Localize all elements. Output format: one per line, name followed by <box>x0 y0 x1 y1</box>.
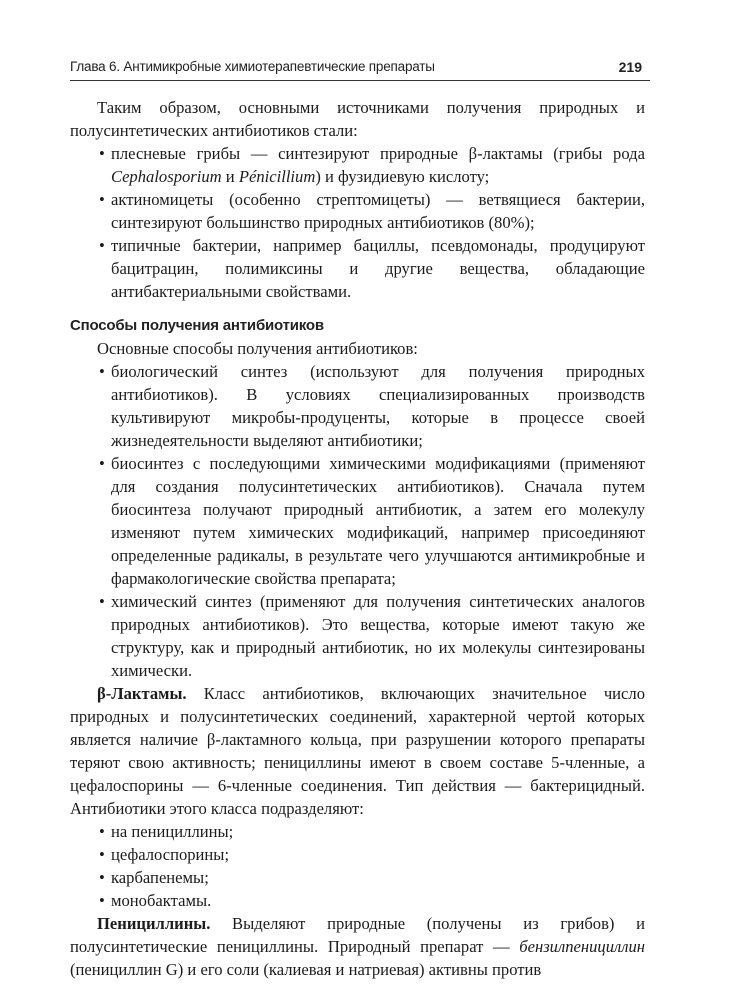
run-in-term: β-Лактамы. <box>97 684 187 703</box>
bullet-icon: • <box>99 144 105 163</box>
methods-list <box>70 360 645 682</box>
section-heading: Способы получения антибиотиков <box>70 317 324 334</box>
bullet-icon: • <box>99 868 105 887</box>
bullet-icon: • <box>99 362 105 381</box>
beta-lactam-classes-list <box>70 820 645 912</box>
list-item: • монобактамы. <box>99 891 212 910</box>
list-item: • на пенициллины; <box>99 822 234 841</box>
bullet-icon: • <box>99 454 105 473</box>
penicillins-paragraph: Пенициллины. Выделяют природные (получены из грибов) и полусинтетические пенициллины. Природный препарат — бензилпенициллин (пенициллин G) и его соли (калиевая и натриевая) активны против <box>70 914 645 979</box>
list-item: • химический синтез (применяют для получения синтетических аналогов природных антибиотиков). Это вещества, которые имеют такую же структуру, как и природный антибиотик, но их молекулы синтезированы химически. <box>99 592 645 680</box>
list-item: • плесневые грибы — синтезируют природные β-лактамы (грибы рода Cephalosporium и Pénicillium) и фузидиевую кислоту; <box>99 144 645 186</box>
chapter-title: Глава 6. Антимикробные химиотерапевтические препараты <box>70 59 435 74</box>
section-lead: Основные способы получения антибиотиков: <box>97 339 418 358</box>
running-header <box>70 59 650 81</box>
bullet-icon: • <box>99 592 105 611</box>
genus-name: Pénicillium <box>238 167 316 186</box>
list-item: • биологический синтез (используют для получения природных антибиотиков). В условиях специализированных производств культивируют микробы-продуценты, которые в процессе своей жизнедеятельности выделяют антибиотики; <box>99 362 645 450</box>
bullet-icon: • <box>99 236 105 255</box>
sources-list <box>70 142 645 303</box>
bullet-icon: • <box>99 845 105 864</box>
page-body <box>70 96 645 981</box>
genus-name: Cephalosporium <box>111 167 222 186</box>
bullet-icon: • <box>99 891 105 910</box>
list-item: • цефалоспорины; <box>99 845 230 864</box>
bullet-icon: • <box>99 190 105 209</box>
list-item: • типичные бактерии, например бациллы, псевдомонады, продуцируют бацитрацин, полимиксины и другие вещества, обладающие антибактериальными свойствами. <box>99 236 645 301</box>
run-in-term: Пенициллины. <box>97 914 211 933</box>
page-number: 219 <box>618 59 642 75</box>
header-divider <box>70 80 650 81</box>
list-item: • биосинтез с последующими химическими модификациями (применяют для создания полусинтетических антибиотиков). Сначала путем биосинтеза получают природный антибиотик, а затем его молекулу изменяют путем химических модификаций, например присоединяют определенные радикалы, в результате чего улучшаются антимикробные и фармакологические свойства препарата; <box>99 454 645 588</box>
drug-name: бензилпенициллин <box>519 937 645 956</box>
list-item: • актиномицеты (особенно стрептомицеты) — ветвящиеся бактерии, синтезируют большинство природных антибиотиков (80%); <box>99 190 645 232</box>
beta-lactams-paragraph: β-Лактамы. Класс антибиотиков, включающих значительное число природных и полусинтетических соединений, характерной чертой которых является наличие β-лактамного кольца, при разрушении которого препараты теряют свою активность; пенициллины имеют в своем составе 5-членные, а цефалоспорины — 6-членные соединения. Тип действия — бактерицидный. Антибиотики этого класса подразделяют: <box>70 684 645 818</box>
intro-paragraph: Таким образом, основными источниками получения природных и полусинтетических антибиотиков стали: <box>70 98 645 140</box>
bullet-icon: • <box>99 822 105 841</box>
list-item: • карбапенемы; <box>99 868 209 887</box>
